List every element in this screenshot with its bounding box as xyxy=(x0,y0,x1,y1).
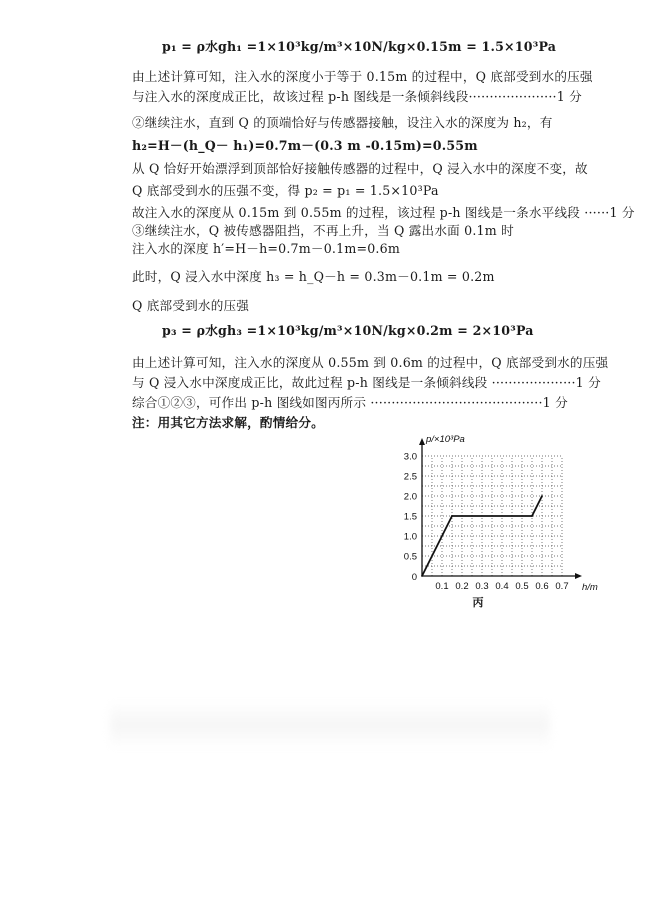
text-line: 注入水的深度 h′=H－h=0.7m－0.1m=0.6m xyxy=(132,241,400,256)
x-tick-label: 0.5 xyxy=(515,581,529,592)
chart-caption: 丙 xyxy=(472,597,484,609)
text-line: 从 Q 恰好开始漂浮到顶部恰好接触传感器的过程中，Q 浸入水中的深度不变，故 xyxy=(132,161,588,176)
x-tick-label: 0.3 xyxy=(475,581,489,592)
text-line: 由上述计算可知，注入水的深度小于等于 0.15m 的过程中，Q 底部受到水的压强 xyxy=(132,69,593,84)
x-tick-label: 0.6 xyxy=(535,581,549,592)
x-axis-arrow xyxy=(575,573,582,579)
y-tick-label: 2.5 xyxy=(403,471,417,483)
x-tick-label: 0.2 xyxy=(455,581,469,592)
y-axis-label: p/×10³Pa xyxy=(426,434,465,445)
formula-h2: h₂=H－(h_Q－ h₁)=0.7m－(0.3 m -0.15m)=0.55m xyxy=(132,138,478,153)
scan-smudge xyxy=(110,700,550,750)
data-point xyxy=(541,495,543,497)
text-line: Q 底部受到水的压强 xyxy=(132,298,250,313)
y-tick-label: 1.0 xyxy=(403,531,417,543)
y-tick-label: 1.5 xyxy=(403,511,417,523)
text-line: 此时，Q 浸入水中深度 h₃ = h_Q－h = 0.3m－0.1m = 0.2m xyxy=(132,269,495,284)
x-tick-label: 0.1 xyxy=(435,581,449,592)
text-line: ②继续注水，直到 Q 的顶端恰好与传感器接触，设注入水的深度为 h₂，有 xyxy=(132,115,553,130)
x-tick-label: 0.4 xyxy=(495,581,509,592)
text-line: Q 底部受到水的压强不变，得 p₂ = p₁ = 1.5×10³Pa xyxy=(132,183,439,198)
data-point xyxy=(451,515,453,517)
text-line: 与注入水的深度成正比，故该过程 p-h 图线是一条倾斜线段·····················1 分 xyxy=(132,89,582,104)
data-point xyxy=(531,515,533,517)
x-axis-label: h/m xyxy=(582,582,598,593)
text-line: ③继续注水，Q 被传感器阻挡，不再上升，当 Q 露出水面 0.1m 时 xyxy=(132,223,514,238)
y-tick-label: 0.5 xyxy=(403,551,417,563)
text-line: 由上述计算可知，注入水的深度从 0.55m 到 0.6m 的过程中，Q 底部受到水的压强 xyxy=(132,355,609,370)
y-tick-label: 2.0 xyxy=(403,491,417,503)
data-point xyxy=(421,575,423,577)
text-line: 与 Q 浸入水中深度成正比，故此过程 p-h 图线是一条倾斜线段 ····················1 分 xyxy=(132,375,601,390)
y-axis-arrow xyxy=(419,438,425,445)
x-tick-label: 0.7 xyxy=(555,581,569,592)
p-h-chart xyxy=(370,430,600,620)
text-line: 综合①②③，可作出 p-h 图线如图丙所示 ·········································1 分 xyxy=(132,395,568,410)
origin-label: 0 xyxy=(411,572,417,583)
text-line: 故注入水的深度从 0.15m 到 0.55m 的过程，该过程 p-h 图线是一条水平线段 ······1 分 xyxy=(132,205,635,220)
formula-p1: p₁ = ρ水gh₁ =1×10³kg/m³×10N/kg×0.15m = 1.5×10³Pa xyxy=(162,39,557,54)
note-line: 注：用其它方法求解，酌情给分。 xyxy=(132,415,324,430)
formula-p3: p₃ = ρ水gh₃ =1×10³kg/m³×10N/kg×0.2m = 2×10³Pa xyxy=(162,323,534,338)
y-tick-label: 3.0 xyxy=(403,451,417,463)
